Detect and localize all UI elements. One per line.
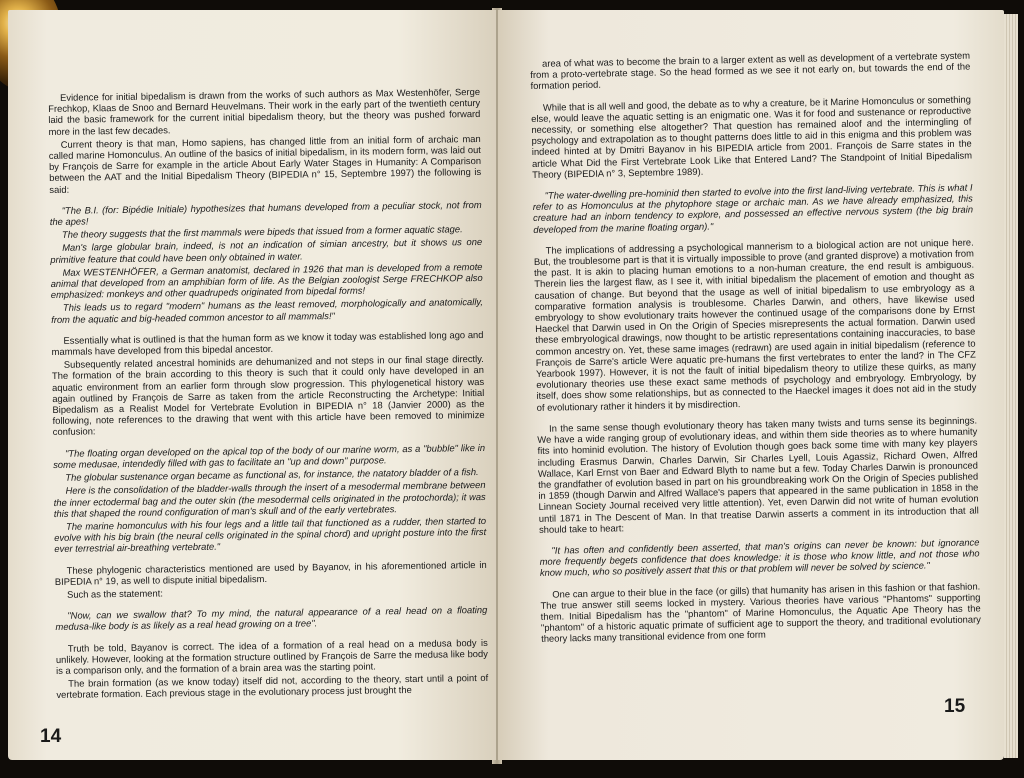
right-page-text [530,50,981,647]
paragraph: The globular sustenance organ became as functional as, for instance, the natatory bladder of a fish. [65,466,479,483]
paragraph: These phylogenic characteristics mentioned are used by Bayanov, in his aforementioned article in BIPEDIA n° 19, as well to dispute initial bipedalism. [54,558,487,587]
paragraph: "The water-dwelling pre-hominid then started to evolve into the first land-living vertebrate. This is what I refer to as Homonculus at the phytophore stage or archaic man. As we have already emphasized, this creature had an inborn tendency to explore, and possessed an effective nervous system (the big brain developed from the marine floating organ)." [532,181,974,235]
paragraph: Current theory is that man, Homo sapiens, has changed little from an initial form of archaic man called marine Homonculus. An outline of the basics of initial bipedalism, in its modern form, was laid out by François de Sarre for example in the article About Early Water Stages in Humanity: A Comparison between the AAT and the Initial Bipedalism Theory (BIPEDIA n° 15, Septembre 1997) the following is said: [48,132,482,195]
left-page-text [48,86,488,703]
paragraph: Such as the statement: [66,587,163,600]
paragraph: "The floating organ developed on the apical top of the body of our marine worm, as a "bubble" like in some medusae, intendedly filled with gas to facilitate an "up and down" purpose. [53,441,486,470]
paragraph: area of what was to become the brain to a larger extent as well as development of a vertebrate system from a proto-vertebrate stage. So the head formed as we see it not early on, but towards the end of the formation period. [530,49,971,92]
paragraph: Evidence for initial bipedalism is drawn from the works of such authors as Max Westenhöfer, Serge Frechkop, Klaas de Snoo and Bernard Heuvelmans. Their work in the early part of the twentieth century laid the basic framework for the current initial bipedalism theory, but the theory was pushed forward more in the last few decades. [48,85,481,137]
paragraph: Truth be told, Bayanov is correct. The idea of a formation of a real head on a medusa body is unlikely. However, looking at the formation structure outlined by François de Sarre the medusa like body is a comparison only, and the formation of a brain area was the starting point. [55,636,488,676]
paragraph: "Now, can we swallow that? To my mind, the natural appearance of a real head on a floating medusa-like body is as likely as a real head growing on a tree". [55,604,488,633]
paragraph: The theory suggests that the first mammals were bipeds that issued from a former aquatic stage. [61,223,463,241]
left-page [8,10,496,760]
paragraph: Max WESTENHÖFER, a German anatomist, declared in 1926 that man is developed from a remote animal that developed from an amphibian form of life. As the Belgian zoologist Serge FRECHKOP also emphasized: monkeys and other quadrupeds originated from bipedal forms! [50,260,483,301]
page-number-left: 14 [40,726,62,747]
paragraph: While that is all well and good, the debate as to why a creature, be it Marine Homonculus or something else, would leave the aquatic setting is an enigmatic one. Was it for food and sustenance or reproductive necessity, or something else altogether? That question has remained aloof and the intermingling of psychology and extrapolation as to thought patterns does little to aid in this enigma and this problem was indeed hinted at by Dmitri Bayanov in his BIPEDIA article from 2001. François de Sarre states in the article What Did the First Vertebrate Look Like that Entered Land? The Standpoint of Initial Bipedalism Theory (BIPEDIA n° 3, Septembre 1989). [531,93,973,180]
page-stack-edge [1004,14,1018,758]
paragraph: The brain formation (as we know today) itself did not, according to the theory, start until a point of vertebrate formation. Each previous stage in the evolutionary process just brought the [56,672,489,701]
paragraph: The implications of addressing a psychological mannerism to a biological action are not unique here. But, the troublesome part is that it is virtually impossible to prove (and granted disprove) a motivation from the past. It is akin to placing human emotions to a non-human creature, the end result is ambiguous. Therein lies the largest flaw, as I see it, with initial bipedalism the placement of emotion and thought as causation of change. But beyond that the usage as well of initial bipedalism to use embryology as a comparative formation analysis is troublesome. Charles Darwin, and others, have likewise used embryology to show evolutionary traits however the continued usage of the comparisons done by Ernst Haeckel that Darwin used in On the Origin of Species misrepresents the actual formation. Darwin used these embryological drawings, now thought to be artistic representations containing inaccuracies, to base common ancestry on. Yet, these same images (redrawn) are used again in initial bipedalism (reference to François de Sarre's article Were aquatic pre-humans the first vertebrates to enter the land? in The CFZ Yearbook 1997). However, it is not the fault of initial bipedalism theory to utilize these quirks, as many evolutionary theories use these exact same methods of psychology and embryology. Embryology, by itself, does show some relationships, but as connected to the Haeckel images it does not aid in the study of evolutionary rather it hinders it by misdirection. [533,236,977,413]
paragraph: The marine homonculus with his four legs and a little tail that functioned as a rudder, then started to evolve with his big brain (the neural cells originated in the spinal chord) and upright posture into the first ever terrestrial air-breathing vertebrate." [54,514,487,555]
paragraph: Subsequently related ancestral hominids are dehumanized and not steps in our final stage directly. The formation of the brain according to this theory is such that it could only have developed in an aquatic environment from an earlier form through slow progression. This phylogenetical history was again outlined by François de Sarre as taken from the article Reconstructing the Archetype: Initial Bipedalism as a Realist Model for Vertebrate Evolution in BIPEDIA n° 18 (Janvier 2000) as the following, note references to the drawing that went with this article have been removed to minimize confusion: [51,353,485,438]
paragraph: "The B.I. (for: Bipédie Initiale) hypothesizes that humans developed from a peculiar stock, not from the apes! [49,198,482,228]
paragraph: "It has often and confidently been asserted, that man's origins can never be known: but ignorance more frequently begets confidence that does knowledge: it is those who know little, and not those who know much, who so positively assert that this or that problem will never be solved by science." [539,536,980,579]
right-page [498,10,1004,760]
paragraph: Here is the consolidation of the bladder-walls through the insert of a mesodermal membrane between the inner ectodermal bag and the outer skin (the mesodermal cells originated in the protochorda); it was this that shaped the round configuration of man's skull and of the early vertebrates. [53,479,486,519]
paragraph: In the same sense though evolutionary theory has taken many twists and turns sense its beginnings. We have a wide ranging group of evolutionary ideas, and within them side theories as to where humanity fits into hominid evolution. The history of Evolution though goes back some time with many key players including Erasmus Darwin, Charles Darwin, Sir Charles Lyell, Louis Agassiz, Richard Owen, Alfred Wallace, Karl Ernst von Baer and Edward Blyth to name but a few. Today Charles Darwin is pronounced the grandfather of evolution based in part on his groundbreaking work On the Origin of Species published in 1859 (though Darwin and Alfred Wallace's papers that appeared in the same publication in 1858 in the Linnean Society Journal received very little attention). Yet, even Darwin did not write of human evolution until 1871 in The Descent of Man. In that treatise Darwin asserts a comment in its introduction that all should take to heart: [537,414,979,535]
paragraph: One can argue to their blue in the face (or gills) that humanity has arisen in this fashion or that fashion. The true answer still seems locked in mystery. Various theories have various "Phantoms" supporting them. Initial Bipedalism has the "phantom" of Marine Homonculus, the Aquatic Ape Theory has the "phantom" of a historic aquatic primate of sufficient age to support the theory, and traditional evolutionary theory lacks many transitional evidence from one form [540,579,981,645]
paragraph: Man's large globular brain, indeed, is not an indication of simian ancestry, but it shows us one primitive feature that could have been only obtained in water. [50,236,483,265]
paragraph: Essentially what is outlined is that the human form as we know it today was established long ago and mammals have developed from this bipedal ancestor. [51,328,484,358]
page-number-right: 15 [944,696,966,717]
paragraph: This leads us to regard "modern" humans as the least removed, morphologically and anatomically, from the aquatic and big-headed common ancestor to all mammals!" [51,296,484,325]
